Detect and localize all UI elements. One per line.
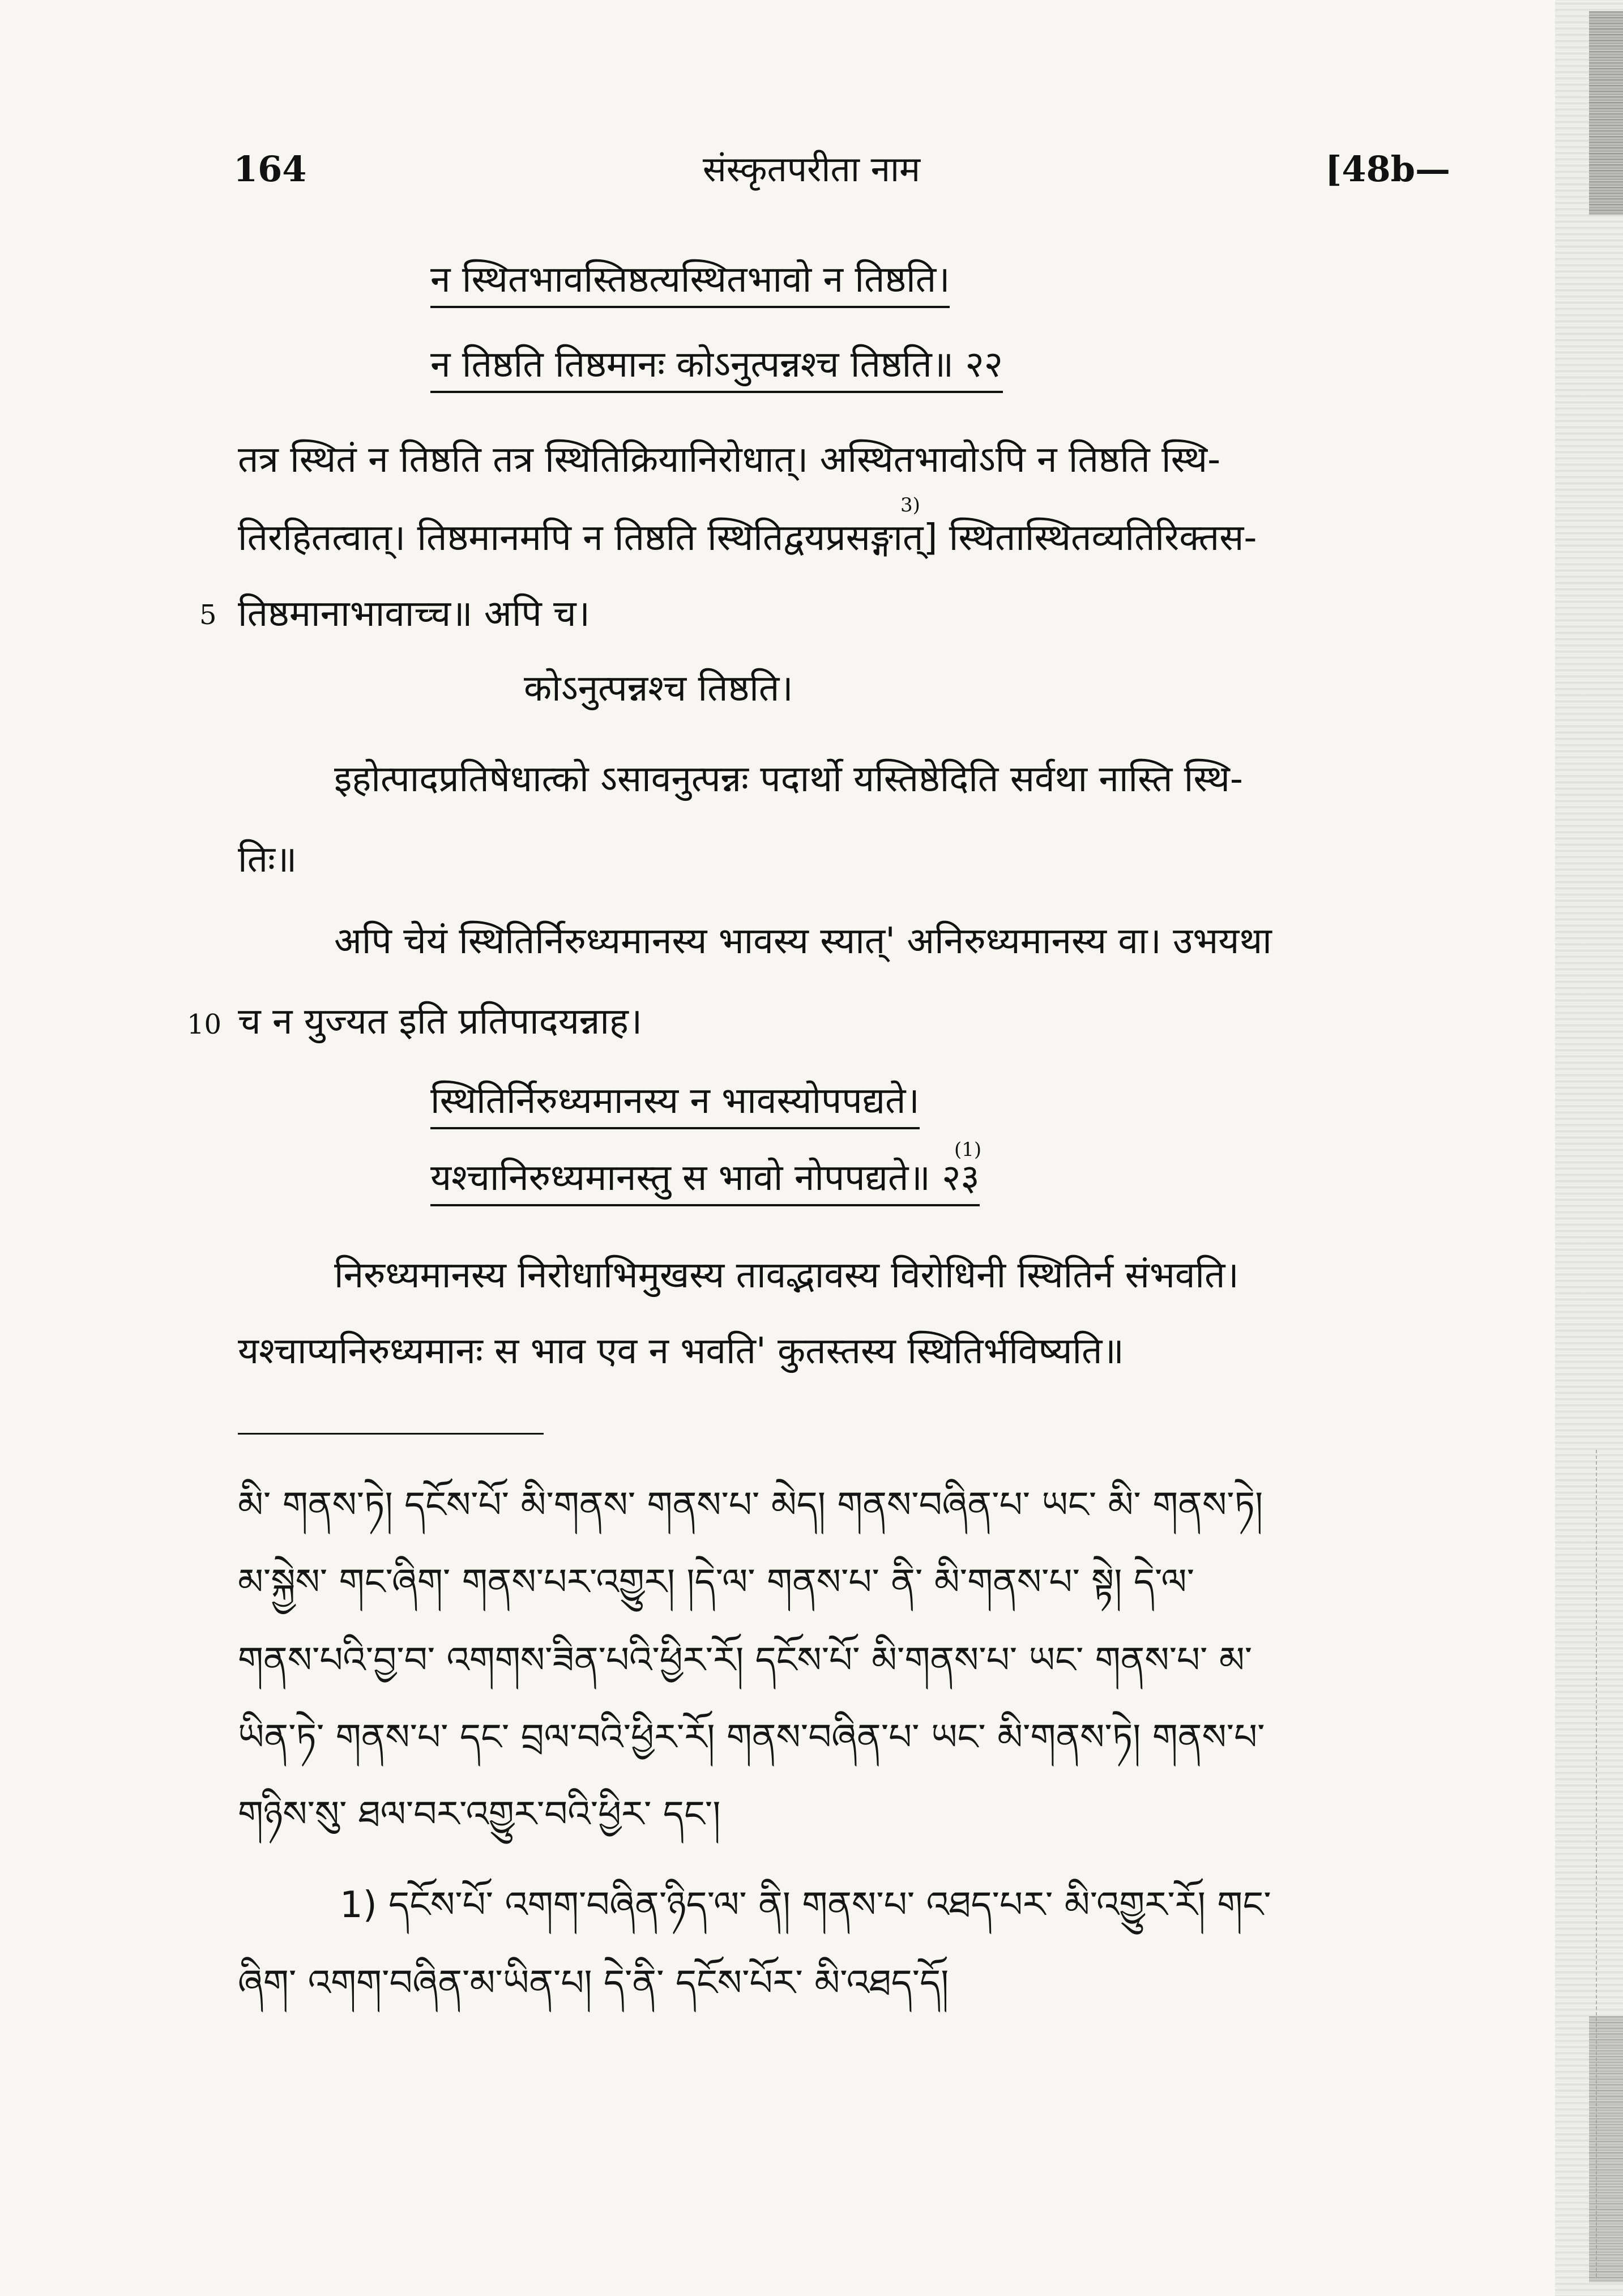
verse-23-line-2: यश्चानिरुध्यमानस्तु स भावो नोपपद्यते॥ २३ (430, 1160, 980, 1206)
commentary-1-line-2: तिरहितत्वात्। तिष्ठमानमपि न तिष्ठति स्थितिद्वयप्रसङ्गात्] स्थितास्थितव्यतिरिक्तस- (238, 517, 1257, 559)
line-number-5: 5 (199, 599, 217, 631)
verse-22-line-2: न तिष्ठति तिष्ठमानः कोऽनुत्पन्नश्च तिष्ठति॥ २२ (430, 347, 1003, 393)
commentary-2-line-1: इहोत्पादप्रतिषेधात्को ऽसावनुत्पन्नः पदार्थो यस्तिष्ठेदिति सर्वथा नास्ति स्थि- (334, 758, 1243, 800)
commentary-4-line-2: यश्चाप्यनिरुध्यमानः स भाव एव न भवति' कुतस्तस्य स्थितिर्भविष्यति॥ (238, 1330, 1124, 1372)
running-title: संस्कृतपरीता नाम (702, 148, 921, 190)
commentary-4-line-1: निरुध्यमानस्य निरोधाभिमुखस्य तावद्भावस्य विरोधिनी स्थितिर्न संभवति। (334, 1254, 1239, 1296)
tibetan-line-2: མ་སྐྱེས་ གང་ཞིག་ གནས་པར་འགྱུར། །དེ་ལ་ གནས་པ་ ནི་ མི་གནས་པ་ སྟེ། དེ་ལ་ (238, 1561, 1195, 1603)
footnote-ref-1: (1) (954, 1138, 982, 1161)
tibetan-line-5: གཉིས་སུ་ ཐལ་བར་འགྱུར་བའི་ཕྱིར་ དང་། (238, 1794, 721, 1836)
page-margin-dashes (1596, 1450, 1597, 2277)
commentary-3-line-2: च न युज्यत इति प्रतिपादयन्नाह। (238, 1001, 643, 1043)
quote-1: कोऽनुत्पन्नश्च तिष्ठति। (524, 668, 793, 710)
folio-reference: [48b— (1325, 148, 1450, 190)
commentary-3-line-1: अपि चेयं स्थितिर्निरुध्यमानस्य भावस्य स्यात्' अनिरुध्यमानस्य वा। उभयथा (334, 920, 1272, 962)
tibetan-line-3: གནས་པའི་བྱ་བ་ འགགས་ཟིན་པའི་ཕྱིར་རོ། དངོས་པོ་ མི་གནས་པ་ ཡང་ གནས་པ་ མ་ (238, 1640, 1253, 1682)
verse-22-line-1: न स्थितभावस्तिष्ठत्यस्थितभावो न तिष्ठति। (430, 262, 950, 308)
verse-23-line-1: स्थितिर्निरुध्यमानस्य न भावस्योपपद्यते। (430, 1083, 920, 1129)
page-edge-shadow (1555, 0, 1623, 2296)
tibetan-line-1: མི་ གནས་ཏེ། དངོས་པོ་ མི་གནས་ གནས་པ་ མེད། གནས་བཞིན་པ་ ཡང་ མི་ གནས་ཏེ། (238, 1484, 1263, 1526)
page-number: 164 (233, 148, 307, 190)
page-edge-dark-bottom (1589, 2016, 1623, 2282)
commentary-2-line-2: तिः॥ (238, 839, 297, 881)
footnote-ref-3: 3) (900, 494, 920, 517)
commentary-1-line-3: तिष्ठमानाभावाच्च॥ अपि च। (238, 593, 590, 635)
footnote-line-2: ཞིག་ འགག་བཞིན་མ་ཡིན་པ། དེ་ནི་ དངོས་པོར་ མི་འཐད་དོ། (238, 1962, 949, 2004)
footnote-line-1: 1) དངོས་པོ་ འགག་བཞིན་ཉིད་ལ་ ནི། གནས་པ་ འཐད་པར་ མི་འགྱུར་རོ། གང་ (340, 1884, 1271, 1926)
commentary-1-line-1: तत्र स्थितं न तिष्ठति तत्र स्थितिक्रियानिरोधात्। अस्थितभावोऽपि न तिष्ठति स्थि- (238, 439, 1221, 481)
tibetan-line-4: ཡིན་ཏེ་ གནས་པ་ དང་ བྲལ་བའི་ཕྱིར་རོ། གནས་བཞིན་པ་ ཡང་ མི་གནས་ཏེ། གནས་པ་ (238, 1717, 1265, 1759)
separator-rule (238, 1433, 544, 1435)
line-number-10: 10 (187, 1009, 222, 1040)
